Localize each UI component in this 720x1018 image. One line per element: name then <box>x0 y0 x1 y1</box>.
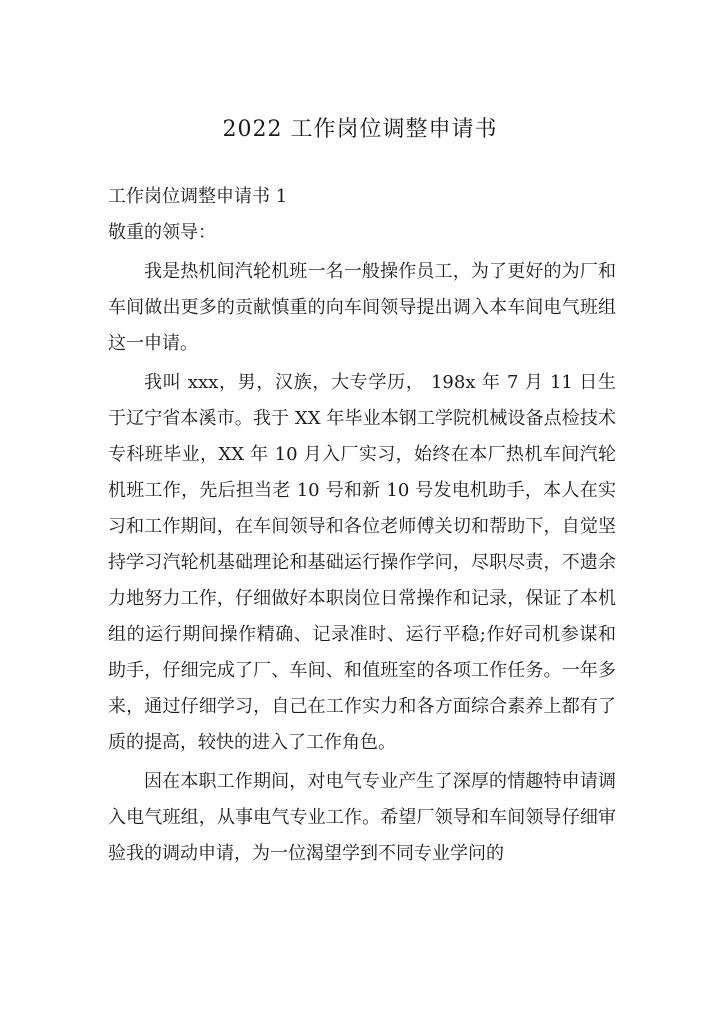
document-subtitle: 工作岗位调整申请书 1 <box>108 186 288 207</box>
salutation: 敬重的领导： <box>108 222 216 243</box>
document-title: 2022 工作岗位调整申请书 <box>222 117 498 142</box>
paragraph-3: 因在本职工作期间，对电气专业产生了深厚的情趣特申请调入电气班组，从事电气专业工作。希望厂领导和车间领导仔细审验我的调动申请，为一位渴望学到不同专业学问的 <box>108 771 616 864</box>
paragraph-1: 我是热机间汽轮机班一名一般操作员工，为了更好的为厂和车间做出更多的贡献慎重的向车间领导提出调入本车间电气班组这一申请。 <box>108 261 616 354</box>
paragraph-2: 我叫 xxx，男，汉族，大专学历， 198x 年 7 月 11 日生于辽宁省本溪市。我于 XX 年毕业本钢工学院机械设备点检技术专科班毕业，XX 年 10 月入厂实习，始终在本厂热机车间汽轮机班工作，先后担当老 10 号和新 10 号发电机助手，本人在实习和工作期间，在车间领导和各位老师傅关切和帮助下，自觉坚持学习汽轮机基础理论和基础运行操作学问，尽职尽责，不遗余力地努力工作，仔细做好本职岗位日常操作和记录，保证了本机组的运行期间操作精确、记录准时、运行平稳;作好司机参谋和助手，仔细完成了厂、车间、和值班室的各项工作任务。一年多来，通过仔细学习，自己在工作实力和各方面综合素养上都有了质的提高，较快的进入了工作角色。 <box>108 372 616 753</box>
document-body <box>108 179 616 872</box>
